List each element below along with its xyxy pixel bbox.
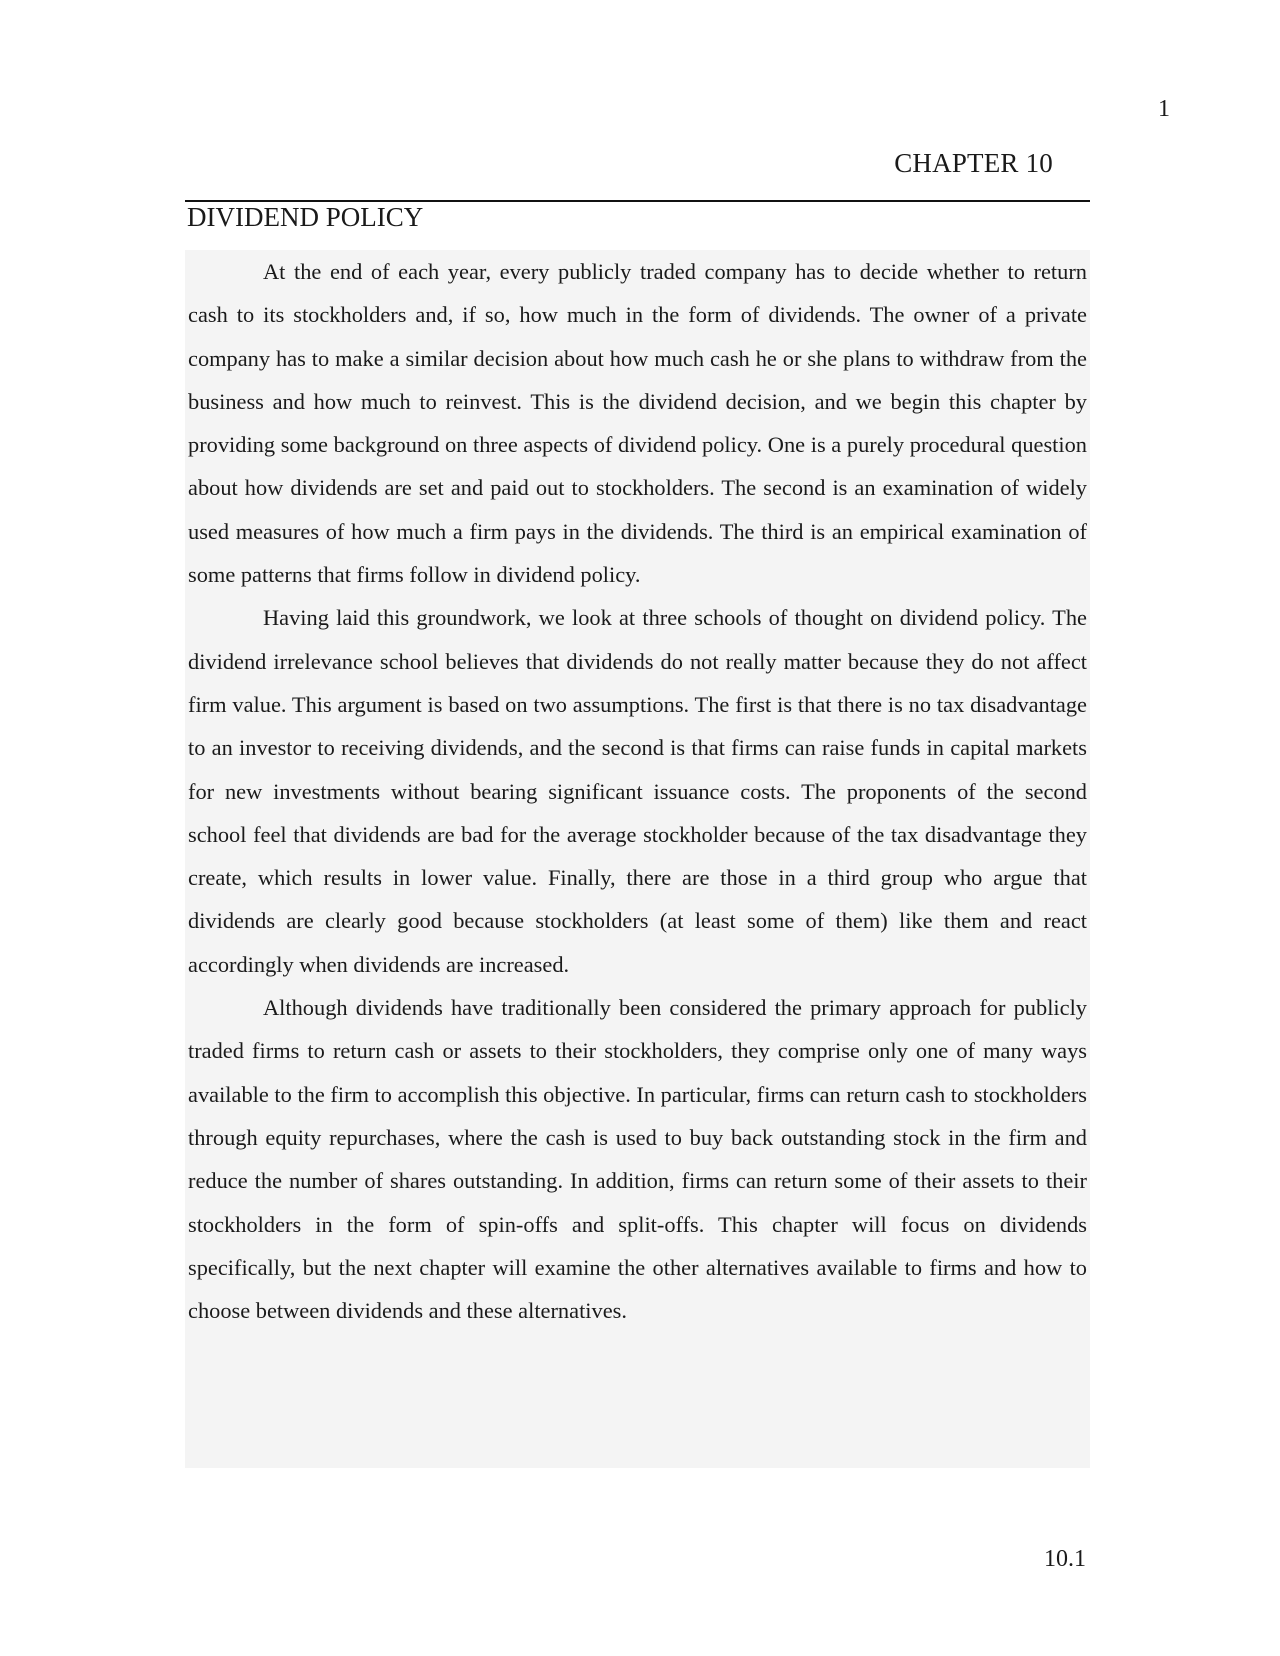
section-title: DIVIDEND POLICY — [187, 202, 424, 232]
page-number-bottom: 10.1 — [1044, 1546, 1086, 1572]
paragraph-1: At the end of each year, every publicly traded company has to decide whether to return cash to its stockholders and, if so, how much in the form of dividends. The owner of a private company has to make a similar decision about how much cash he or she plans to withdraw from the business and how much to reinvest. This is the dividend decision, and we begin this chapter by providing some background on three aspects of dividend policy. One is a purely procedural question about how dividends are set and paid out to stockholders. The second is an examination of widely used measures of how much a firm pays in the dividends. The third is an empirical examination of some patterns that firms follow in dividend policy. — [188, 259, 1087, 588]
paragraph-3: Although dividends have traditionally been considered the primary approach for publicly traded firms to return cash or assets to their stockholders, they comprise only one of many ways available to the firm to accomplish this objective. In particular, firms can return cash to stockholders through equity repurchases, where the cash is used to buy back outstanding stock in the firm and reduce the number of shares outstanding. In addition, firms can return some of their assets to their stockholders in the form of spin-offs and split-offs. This chapter will focus on dividends specifically, but the next chapter will examine the other alternatives available to firms and how to choose between dividends and these alternatives. — [188, 995, 1087, 1324]
paragraph-2: Having laid this groundwork, we look at three schools of thought on dividend policy. The dividend irrelevance school believes that dividends do not really matter because they do not affect firm value. This argument is based on two assumptions. The first is that there is no tax disadvantage to an investor to receiving dividends, and the second is that firms can raise funds in capital markets for new investments without bearing significant issuance costs. The proponents of the second school feel that dividends are bad for the average stockholder because of the tax disadvantage they create, which results in lower value. Finally, there are those in a third group who argue that dividends are clearly good because stockholders (at least some of them) like them and react accordingly when dividends are increased. — [188, 605, 1087, 977]
chapter-heading: CHAPTER 10 — [894, 148, 1053, 178]
page-number-top: 1 — [1158, 96, 1170, 122]
body-text-block — [185, 250, 1090, 1468]
